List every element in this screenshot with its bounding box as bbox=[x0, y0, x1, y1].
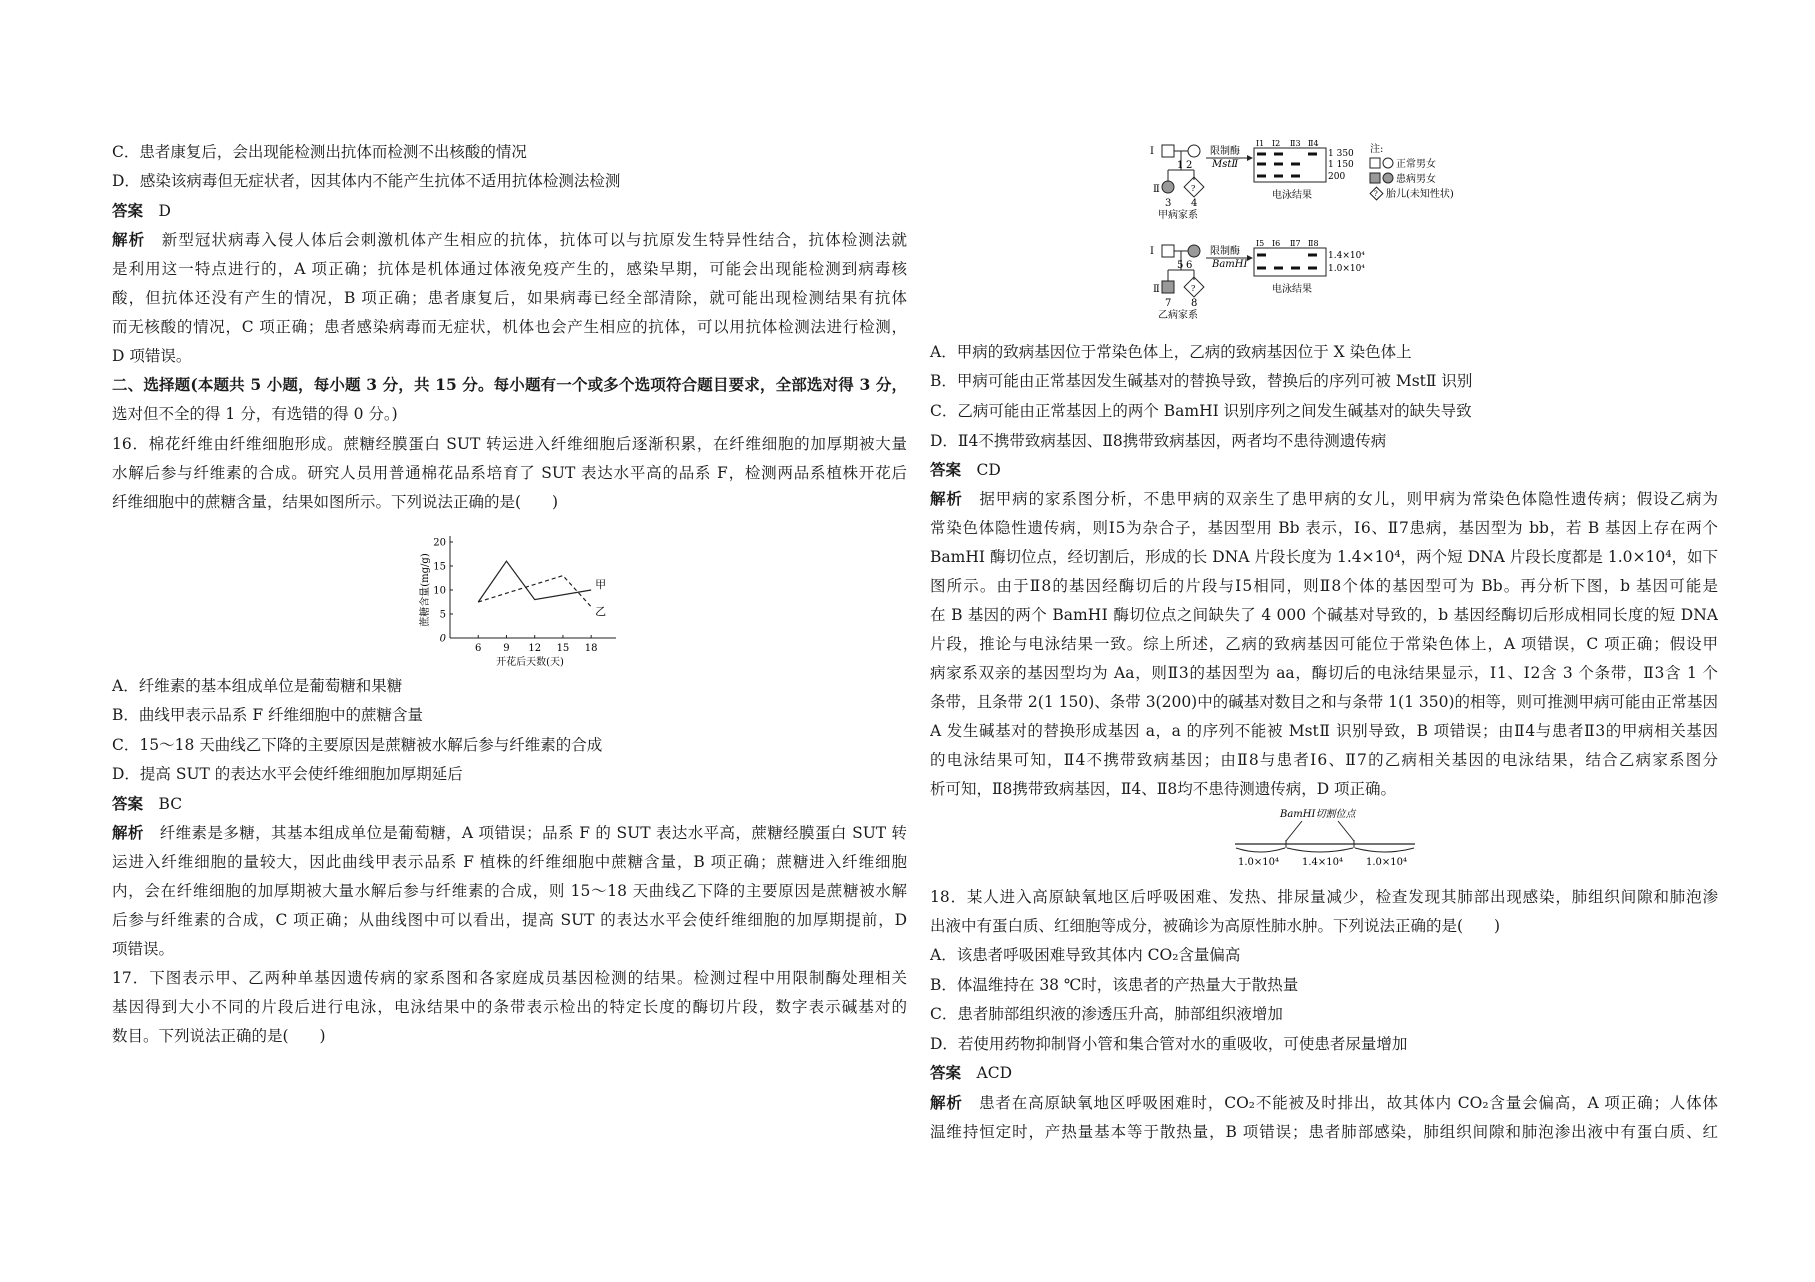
q18-stem: 出液中有蛋白质、红细胞等成分，被确诊为高原性肺水肿。下列说法正确的是( ) bbox=[930, 917, 1501, 935]
svg-text:Ⅱ: Ⅱ bbox=[1153, 284, 1160, 295]
answer-value: ACD bbox=[976, 1064, 1013, 1082]
q16-analysis-line: 项错误。 bbox=[112, 940, 175, 958]
svg-text:限制酶: 限制酶 bbox=[1210, 146, 1240, 157]
svg-text:1.0×10⁴: 1.0×10⁴ bbox=[1238, 857, 1280, 868]
family-1-pedigree bbox=[1150, 140, 1354, 221]
q16-stem: 16．棉花纤维由纤维细胞形成。蔗糖经膜蛋白 SUT 转运进入纤维细胞后逐渐积累，在纤维细胞的加厚期被大量 bbox=[112, 435, 907, 453]
series-line-1 bbox=[478, 561, 591, 602]
svg-text:1: 1 bbox=[1177, 160, 1184, 171]
y-tick-label: 20 bbox=[433, 537, 446, 549]
svg-text:?: ? bbox=[1191, 284, 1196, 293]
y-axis-label: 蔗糖含量(mg/g) bbox=[420, 553, 431, 627]
svg-text:1.0×10⁴: 1.0×10⁴ bbox=[1328, 264, 1365, 274]
svg-text:Ⅱ4: Ⅱ4 bbox=[1308, 140, 1319, 148]
svg-text:200: 200 bbox=[1328, 172, 1346, 182]
q17-option-c: C．乙病可能由正常基因上的两个 BamHⅠ 识别序列之间发生碱基对的缺失导致 bbox=[930, 402, 1472, 420]
y-tick-label: 0 bbox=[439, 633, 446, 645]
svg-text:Ⅰ6: Ⅰ6 bbox=[1272, 239, 1281, 248]
svg-text:Ⅰ: Ⅰ bbox=[1150, 246, 1154, 257]
svg-text:乙病家系: 乙病家系 bbox=[1158, 310, 1198, 321]
q16-analysis-line: 后参与纤维素的合成，C 项正确；从曲线图中可以看出，提高 SUT 的表达水平会使纤维细胞的加厚期提前，D bbox=[112, 911, 907, 929]
svg-text:?: ? bbox=[1374, 190, 1378, 198]
svg-text:1 350: 1 350 bbox=[1328, 149, 1354, 159]
q17-stem: 17．下图表示甲、乙两种单基因遗传病的家系图和各家庭成员基因检测的结果。检测过程中用限制酶处理相关 bbox=[112, 969, 907, 987]
x-axis-label: 开花后天数(天) bbox=[496, 657, 564, 668]
svg-text:MstⅡ: MstⅡ bbox=[1212, 159, 1239, 170]
answer-label: 答案 bbox=[930, 460, 962, 479]
x-tick-label: 15 bbox=[556, 643, 570, 654]
svg-text:1.0×10⁴: 1.0×10⁴ bbox=[1366, 857, 1408, 868]
analysis-label: 解析 bbox=[112, 823, 144, 842]
svg-text:Ⅱ7: Ⅱ7 bbox=[1290, 239, 1301, 248]
q15-option-c: C．患者康复后，会出现能检测出抗体而检测不出核酸的情况 bbox=[112, 143, 527, 161]
q18-stem: 18．某人进入高原缺氧地区后呼吸困难、发热、排尿量减少，检查发现其肺部出现感染，肺组织间隙和肺泡渗 bbox=[930, 888, 1718, 906]
q17-analysis-line: 图所示。由于Ⅱ8的基因经酶切后的片段与Ⅰ5相同，则Ⅱ8个体的基因型可为 Bb。再分析下图，b 基因可能是 bbox=[930, 577, 1718, 595]
q17-analysis-line: BamHⅠ 酶切位点，经切割后，形成的长 DNA 片段长度为 1.4×10⁴，两个短 DNA 片段长度都是 1.0×10⁴，如下 bbox=[930, 548, 1718, 566]
svg-text:Ⅱ8: Ⅱ8 bbox=[1308, 239, 1319, 248]
q17-analysis-line: A 发生碱基对的替换形成基因 a，a 的序列不能被 MstⅡ 识别导致，B 项错误；由Ⅱ4与患者Ⅱ3的甲病相关基因 bbox=[930, 722, 1718, 740]
svg-text:5: 5 bbox=[1177, 260, 1184, 271]
q15-analysis-line: D 项错误。 bbox=[112, 347, 192, 365]
svg-text:1 150: 1 150 bbox=[1328, 160, 1354, 170]
svg-text:7: 7 bbox=[1165, 298, 1172, 309]
q16-answer bbox=[112, 793, 182, 815]
female-normal-symbol bbox=[1188, 145, 1200, 157]
q17-option-b: B．甲病可能由正常基因发生碱基对的替换导致，替换后的序列可被 MstⅡ 识别 bbox=[930, 372, 1473, 390]
q16-analysis-line: 运进入纤维细胞的量较大，因此曲线甲表示品系 F 植株的纤维细胞中蔗糖含量，B 项正确；蔗糖进入纤维细胞 bbox=[112, 853, 907, 871]
q15-analysis-line bbox=[112, 229, 907, 251]
family-2-pedigree bbox=[1150, 239, 1365, 321]
svg-text:Ⅰ5: Ⅰ5 bbox=[1256, 239, 1265, 248]
svg-text:注:: 注: bbox=[1370, 144, 1384, 155]
q18-analysis-line: 温维持恒定时，产热量基本等于散热量，B 项错误；患者肺部感染，肺组织间隙和肺泡渗出液中有蛋白质、红 bbox=[930, 1123, 1718, 1141]
q17-option-d: D．Ⅱ4不携带致病基因、Ⅱ8携带致病基因，两者均不患待测遗传病 bbox=[930, 432, 1387, 450]
svg-text:Ⅰ1: Ⅰ1 bbox=[1256, 140, 1265, 148]
q18-option-a: A．该患者呼吸困难导致其体内 CO₂含量偏高 bbox=[930, 946, 1241, 964]
q18-option-c: C．患者肺部组织液的渗透压升高，肺部组织液增加 bbox=[930, 1005, 1283, 1023]
q17-analysis-line: 在 B 基因的两个 BamHⅠ 酶切位点之间缺失了 4 000 个碱基对导致的，b 基因经酶切后形成相同长度的短 DNA bbox=[930, 606, 1718, 624]
svg-text:BamHⅠ切割位点: BamHⅠ切割位点 bbox=[1280, 809, 1356, 820]
svg-text:胎儿(未知性状): 胎儿(未知性状) bbox=[1386, 189, 1454, 200]
q18-option-b: B．体温维持在 38 ℃时，该患者的产热量大于散热量 bbox=[930, 976, 1299, 994]
answer-value: D bbox=[158, 202, 171, 220]
y-tick-label: 10 bbox=[433, 585, 446, 597]
answer-value: CD bbox=[976, 461, 1001, 479]
y-tick-label: 15 bbox=[433, 561, 446, 573]
q17-analysis-line: 常染色体隐性遗传病，则Ⅰ5为杂合子，基因型用 Bb 表示，Ⅰ6、Ⅱ7患病，基因型为 bb，若 B 基因上存在两个 bbox=[930, 519, 1718, 537]
svg-text:Ⅱ3: Ⅱ3 bbox=[1290, 140, 1301, 148]
section-heading: 选对但不全的得 1 分，有选错的得 0 分。) bbox=[112, 405, 398, 423]
series-label: 甲 bbox=[595, 578, 607, 591]
svg-text:?: ? bbox=[1191, 184, 1196, 193]
caption: 甲病家系 bbox=[1158, 210, 1198, 221]
q15-analysis-line: 酸，但抗体还没有产生的情况，B 项正确；患者康复后，如果病毒已经全部清除，就可能出现检测结果有抗体 bbox=[112, 289, 907, 307]
q15-analysis-line: 而无核酸的情况，C 项正确；患者感染病毒而无症状，机体也会产生相应的抗体，可以用抗体检测法进行检测， bbox=[112, 318, 907, 336]
legend bbox=[1370, 143, 1454, 200]
sucrose-line-chart bbox=[402, 520, 632, 670]
svg-text:1.4×10⁴: 1.4×10⁴ bbox=[1302, 857, 1344, 868]
gen-label: Ⅰ bbox=[1150, 146, 1154, 157]
male-normal-symbol bbox=[1162, 145, 1174, 157]
gen-label: Ⅱ bbox=[1153, 184, 1160, 195]
analysis-text: 患者在高原缺氧地区呼吸困难时，CO₂不能被及时排出，故其体内 CO₂含量会偏高，A 项正确；人体体 bbox=[979, 1094, 1718, 1112]
answer-label: 答案 bbox=[930, 1063, 962, 1082]
svg-text:Ⅰ2: Ⅰ2 bbox=[1272, 140, 1281, 148]
q18-analysis-line bbox=[930, 1092, 1718, 1114]
y-tick-label: 5 bbox=[439, 609, 446, 621]
series-label: 乙 bbox=[595, 604, 607, 618]
q17-stem: 数目。下列说法正确的是( ) bbox=[112, 1027, 326, 1045]
analysis-label: 解析 bbox=[930, 1093, 963, 1112]
analysis-text: 据甲病的家系图分析，不患甲病的双亲生了患甲病的女儿，则甲病为常染色体隐性遗传病；假设乙病为 bbox=[979, 490, 1718, 508]
q15-answer bbox=[112, 200, 171, 222]
q16-stem: 纤维细胞中的蔗糖含量，结果如图所示。下列说法正确的是( ) bbox=[112, 493, 559, 511]
q17-analysis-line: 条带，且条带 2(1 150)、条带 3(200)中的碱基对数目之和与条带 1(1 350)的相等，则可推测甲病可能由正常基因 bbox=[930, 693, 1718, 711]
q15-analysis-line: 是利用这一特点进行的，A 项正确；抗体是机体通过体液免疫产生的，感染早期，可能会出现能检测到病毒核 bbox=[112, 260, 907, 278]
q17-analysis-line: 片段，推论与电泳结果一致。综上所述，乙病的致病基因可能位于常染色体上，A 项错误，C 项正确；假设甲 bbox=[930, 635, 1718, 653]
section-heading: 二、选择题(本题共 5 小题，每小题 3 分，共 15 分。每小题有一个或多个选项符合题目要求，全部选对得 3 分， bbox=[112, 375, 907, 394]
svg-text:BamHⅠ: BamHⅠ bbox=[1212, 259, 1248, 270]
x-tick-label: 12 bbox=[528, 643, 542, 654]
gel-caption: 电泳结果 bbox=[1272, 190, 1312, 201]
female-affected-symbol bbox=[1162, 181, 1174, 193]
answer-label: 答案 bbox=[112, 794, 144, 813]
analysis-text: 新型冠状病毒入侵人体后会刺激机体产生相应的抗体，抗体可以与抗原发生特异性结合，抗体检测法就 bbox=[161, 231, 907, 249]
q18-option-d: D．若使用药物抑制肾小管和集合管对水的重吸收，可使患者尿量增加 bbox=[930, 1035, 1408, 1053]
q17-analysis-line: 析可知，Ⅱ8携带致病基因，Ⅱ4、Ⅱ8均不患待测遗传病，D 项正确。 bbox=[930, 780, 1397, 798]
x-tick-label: 18 bbox=[584, 643, 598, 654]
answer-label: 答案 bbox=[112, 201, 144, 220]
svg-text:6: 6 bbox=[1186, 260, 1193, 271]
q18-answer bbox=[930, 1062, 1012, 1084]
q17-stem: 基因得到大小不同的片段后进行电泳，电泳结果中的条带表示检出的特定长度的酶切片段，数字表示碱基对的 bbox=[112, 998, 907, 1016]
svg-text:电泳结果: 电泳结果 bbox=[1272, 284, 1312, 295]
analysis-text: 纤维素是多糖，其基本组成单位是葡萄糖，A 项错误；品系 F 的 SUT 表达水平高，蔗糖经膜蛋白 SUT 转 bbox=[159, 824, 907, 842]
pedigree-figure bbox=[1150, 140, 1550, 330]
q17-answer bbox=[930, 459, 1001, 481]
x-tick-label: 9 bbox=[503, 643, 510, 654]
series-line-2 bbox=[478, 576, 591, 607]
q17-analysis-line: 的电泳结果可知，Ⅱ4不携带致病基因；由Ⅱ8与患者Ⅰ6、Ⅱ7的乙病相关基因的电泳结果，结合乙病家系图分 bbox=[930, 751, 1718, 769]
svg-text:患病男女: 患病男女 bbox=[1396, 174, 1436, 185]
q17-analysis-line: 病家系双亲的基因型均为 Aa，则Ⅱ3的基因型为 aa，酶切后的电泳结果显示，Ⅰ1、Ⅰ2含 3 个条带，Ⅱ3含 1 个 bbox=[930, 664, 1718, 682]
q17-analysis-line bbox=[930, 488, 1718, 510]
x-tick-label: 6 bbox=[475, 643, 482, 654]
svg-text:2: 2 bbox=[1186, 160, 1193, 171]
svg-text:限制酶: 限制酶 bbox=[1210, 246, 1240, 257]
q16-option-c: C．15～18 天曲线乙下降的主要原因是蔗糖被水解后参与纤维素的合成 bbox=[112, 736, 603, 754]
q16-option-a: A．纤维素的基本组成单位是葡萄糖和果糖 bbox=[112, 677, 403, 695]
svg-text:1.4×10⁴: 1.4×10⁴ bbox=[1328, 251, 1365, 261]
q17-option-a: A．甲病的致病基因位于常染色体上，乙病的致病基因位于 X 染色体上 bbox=[930, 343, 1412, 361]
bamhi-cut-site-figure bbox=[1230, 806, 1420, 868]
analysis-label: 解析 bbox=[930, 489, 963, 508]
q16-stem: 水解后参与纤维素的合成。研究人员用普通棉花品系培育了 SUT 表达水平高的品系 F，检测两品系植株开花后 bbox=[112, 464, 907, 482]
svg-text:8: 8 bbox=[1191, 298, 1198, 309]
svg-text:4: 4 bbox=[1191, 198, 1198, 209]
q16-analysis-line bbox=[112, 822, 907, 844]
analysis-label: 解析 bbox=[112, 230, 146, 249]
q16-option-d: D．提高 SUT 的表达水平会使纤维细胞加厚期延后 bbox=[112, 765, 463, 783]
svg-text:正常男女: 正常男女 bbox=[1396, 159, 1436, 170]
q16-option-b: B．曲线甲表示品系 F 纤维细胞中的蔗糖含量 bbox=[112, 706, 424, 724]
q15-option-d: D．感染该病毒但无症状者，因其体内不能产生抗体不适用抗体检测法检测 bbox=[112, 172, 621, 190]
answer-value: BC bbox=[158, 795, 183, 813]
svg-text:3: 3 bbox=[1165, 198, 1172, 209]
q16-analysis-line: 内，会在纤维细胞的加厚期被大量水解后参与纤维素的合成，则 15～18 天曲线乙下降的主要原因是蔗糖被水解 bbox=[112, 882, 907, 900]
